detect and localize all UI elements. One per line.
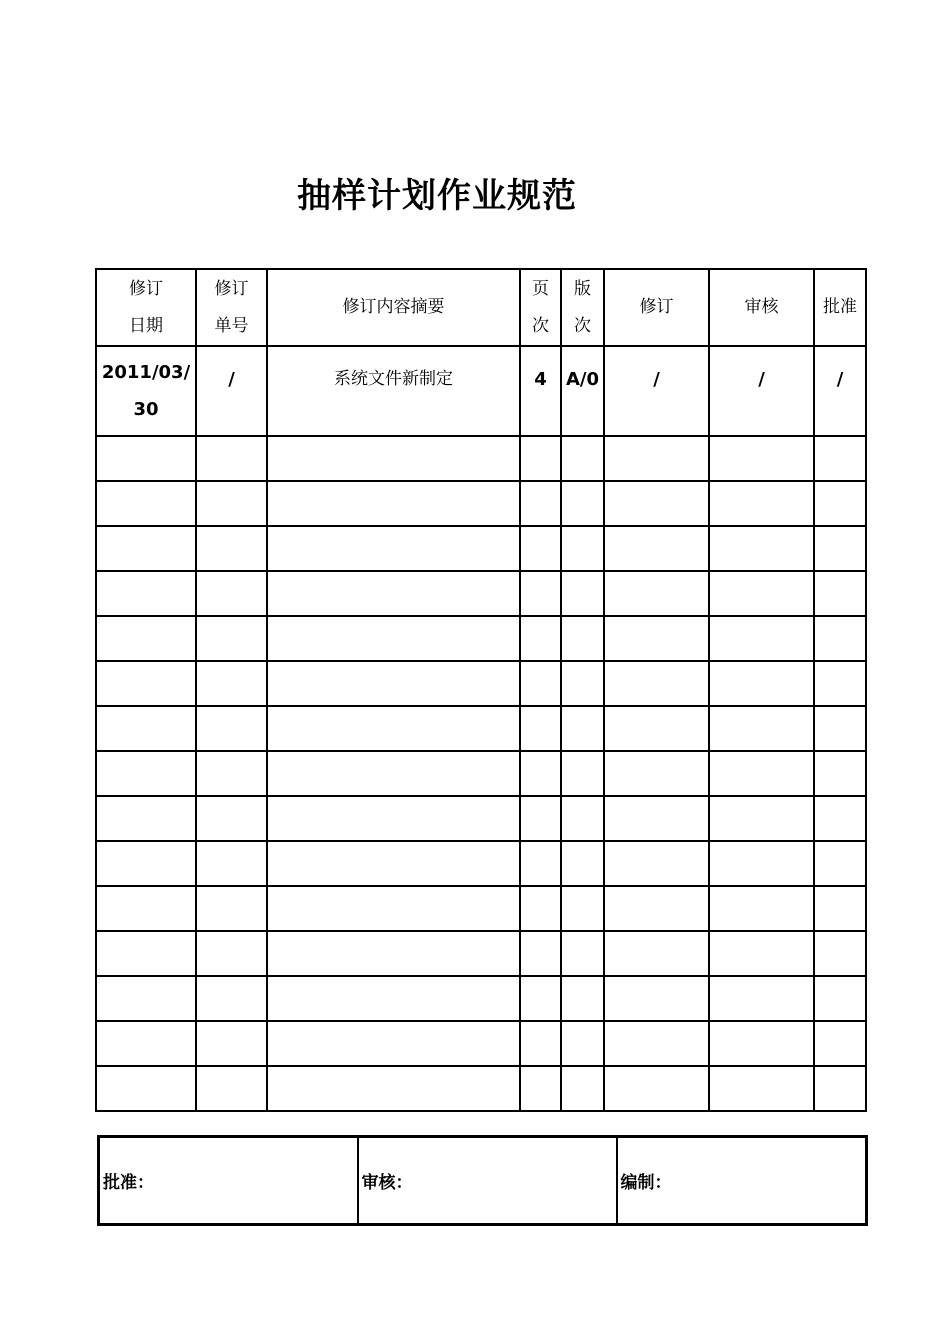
cell-reviewed: /: [709, 346, 814, 436]
empty-cell[interactable]: [604, 976, 709, 1021]
empty-cell[interactable]: [814, 616, 866, 661]
empty-cell[interactable]: [96, 1021, 196, 1066]
cell-version: A/0: [561, 346, 604, 436]
empty-cell[interactable]: [709, 931, 814, 976]
cell-page: 4: [520, 346, 561, 436]
empty-cell[interactable]: [561, 661, 604, 706]
header-revision-order: [196, 269, 267, 346]
empty-cell[interactable]: [96, 481, 196, 526]
empty-cell[interactable]: [604, 661, 709, 706]
empty-cell[interactable]: [561, 526, 604, 571]
empty-cell[interactable]: [561, 931, 604, 976]
table-row: [96, 841, 866, 886]
empty-cell[interactable]: [196, 436, 267, 481]
empty-cell[interactable]: [520, 481, 561, 526]
empty-cell[interactable]: [561, 1066, 604, 1111]
header-reviewed: 审核: [709, 269, 814, 346]
empty-cell[interactable]: [196, 976, 267, 1021]
empty-cell[interactable]: [709, 661, 814, 706]
empty-cell[interactable]: [604, 706, 709, 751]
empty-cell[interactable]: [520, 931, 561, 976]
empty-cell[interactable]: [709, 706, 814, 751]
cell-summary: 系统文件新制定: [267, 346, 520, 436]
empty-cell[interactable]: [561, 796, 604, 841]
empty-cell[interactable]: [96, 1066, 196, 1111]
header-summary: 修订内容摘要: [267, 269, 520, 346]
header-label: 修订: [129, 278, 163, 299]
empty-rows: [96, 436, 866, 1111]
empty-cell[interactable]: [814, 931, 866, 976]
empty-cell[interactable]: [267, 481, 520, 526]
cell-revision-order: /: [196, 346, 267, 436]
empty-cell[interactable]: [709, 1066, 814, 1111]
empty-cell[interactable]: [267, 841, 520, 886]
empty-cell[interactable]: [814, 661, 866, 706]
empty-cell[interactable]: [196, 886, 267, 931]
empty-cell[interactable]: [561, 481, 604, 526]
empty-cell[interactable]: [96, 841, 196, 886]
empty-cell[interactable]: [267, 976, 520, 1021]
date-part: 30: [133, 399, 159, 420]
empty-cell[interactable]: [709, 796, 814, 841]
signoff-row: [99, 1137, 867, 1225]
table-row: [96, 661, 866, 706]
empty-cell[interactable]: [520, 616, 561, 661]
empty-cell[interactable]: [604, 616, 709, 661]
empty-cell[interactable]: [561, 841, 604, 886]
header-page: [520, 269, 561, 346]
empty-cell[interactable]: [267, 436, 520, 481]
empty-cell[interactable]: [604, 796, 709, 841]
empty-cell[interactable]: [196, 751, 267, 796]
empty-cell[interactable]: [814, 1066, 866, 1111]
empty-cell[interactable]: [520, 1066, 561, 1111]
header-label: 页: [532, 278, 549, 299]
empty-cell[interactable]: [267, 616, 520, 661]
table-row: [96, 976, 866, 1021]
empty-cell[interactable]: [814, 841, 866, 886]
empty-cell[interactable]: [267, 931, 520, 976]
empty-cell[interactable]: [520, 796, 561, 841]
empty-cell[interactable]: [561, 976, 604, 1021]
table-header-row: [96, 269, 866, 346]
empty-cell[interactable]: [604, 841, 709, 886]
empty-cell[interactable]: [561, 886, 604, 931]
cell-revised: /: [604, 346, 709, 436]
empty-cell[interactable]: [604, 436, 709, 481]
empty-cell[interactable]: [267, 661, 520, 706]
prepare-field[interactable]: 编制：: [617, 1137, 867, 1225]
table-row: [96, 616, 866, 661]
empty-cell[interactable]: [561, 1021, 604, 1066]
empty-cell[interactable]: [196, 661, 267, 706]
table-row: [96, 1021, 866, 1066]
empty-cell[interactable]: [520, 841, 561, 886]
empty-cell[interactable]: [96, 751, 196, 796]
table-row: [96, 706, 866, 751]
empty-cell[interactable]: [604, 481, 709, 526]
empty-cell[interactable]: [604, 1021, 709, 1066]
header-label: 次: [532, 315, 549, 336]
review-field[interactable]: 审核：: [358, 1137, 617, 1225]
empty-cell[interactable]: [520, 706, 561, 751]
empty-cell[interactable]: [267, 1021, 520, 1066]
empty-cell[interactable]: [96, 661, 196, 706]
header-label: 单号: [214, 315, 249, 336]
empty-cell[interactable]: [267, 526, 520, 571]
empty-cell[interactable]: [520, 751, 561, 796]
empty-cell[interactable]: [96, 796, 196, 841]
empty-cell[interactable]: [196, 841, 267, 886]
empty-cell[interactable]: [709, 1021, 814, 1066]
empty-cell[interactable]: [520, 886, 561, 931]
header-revision-date: [96, 269, 196, 346]
cell-approved: /: [814, 346, 866, 436]
empty-cell[interactable]: [196, 796, 267, 841]
empty-cell[interactable]: [96, 526, 196, 571]
empty-cell[interactable]: [520, 526, 561, 571]
header-label: 修订: [214, 278, 249, 299]
empty-cell[interactable]: [604, 526, 709, 571]
empty-cell[interactable]: [267, 751, 520, 796]
empty-cell[interactable]: [814, 436, 866, 481]
empty-cell[interactable]: [267, 1066, 520, 1111]
empty-cell[interactable]: [96, 976, 196, 1021]
empty-cell[interactable]: [814, 571, 866, 616]
empty-cell[interactable]: [709, 751, 814, 796]
table-row: [96, 481, 866, 526]
empty-cell[interactable]: [96, 931, 196, 976]
header-label: 日期: [129, 315, 163, 336]
empty-cell[interactable]: [96, 706, 196, 751]
empty-cell[interactable]: [196, 571, 267, 616]
empty-cell[interactable]: [561, 436, 604, 481]
empty-cell[interactable]: [267, 706, 520, 751]
empty-cell[interactable]: [814, 796, 866, 841]
empty-cell[interactable]: [267, 796, 520, 841]
empty-cell[interactable]: [196, 706, 267, 751]
signoff-table: [97, 1135, 868, 1226]
empty-cell[interactable]: [96, 616, 196, 661]
table-row: [96, 1066, 866, 1111]
table-row: [96, 526, 866, 571]
header-version: [561, 269, 604, 346]
header-label: 版: [574, 278, 591, 299]
empty-cell[interactable]: [96, 436, 196, 481]
empty-cell[interactable]: [709, 841, 814, 886]
empty-cell[interactable]: [196, 526, 267, 571]
empty-cell[interactable]: [604, 1066, 709, 1111]
empty-cell[interactable]: [520, 1021, 561, 1066]
empty-cell[interactable]: [604, 751, 709, 796]
empty-cell[interactable]: [520, 436, 561, 481]
empty-cell[interactable]: [196, 1021, 267, 1066]
empty-cell[interactable]: [814, 481, 866, 526]
date-part: 2011/03/: [101, 362, 191, 383]
empty-cell[interactable]: [814, 706, 866, 751]
empty-cell[interactable]: [709, 436, 814, 481]
empty-cell[interactable]: [96, 886, 196, 931]
table-row: [96, 571, 866, 616]
table-row: [96, 886, 866, 931]
empty-cell[interactable]: [561, 706, 604, 751]
table-row: [96, 931, 866, 976]
table-row: [96, 436, 866, 481]
table-row: [96, 751, 866, 796]
empty-cell[interactable]: [520, 571, 561, 616]
empty-cell[interactable]: [561, 571, 604, 616]
document-title: 抽样计划作业规范: [297, 176, 577, 216]
empty-cell[interactable]: [561, 616, 604, 661]
header-approved: 批准: [814, 269, 866, 346]
empty-cell[interactable]: [709, 526, 814, 571]
empty-cell[interactable]: [604, 886, 709, 931]
empty-cell[interactable]: [520, 661, 561, 706]
empty-cell[interactable]: [520, 976, 561, 1021]
empty-cell[interactable]: [604, 931, 709, 976]
empty-cell[interactable]: [814, 976, 866, 1021]
revision-history-table: [95, 268, 867, 1112]
empty-cell[interactable]: [267, 571, 520, 616]
empty-cell[interactable]: [709, 571, 814, 616]
empty-cell[interactable]: [814, 526, 866, 571]
empty-cell[interactable]: [814, 751, 866, 796]
empty-cell[interactable]: [196, 931, 267, 976]
header-label: 次: [574, 315, 591, 336]
empty-cell[interactable]: [709, 616, 814, 661]
empty-cell[interactable]: [561, 751, 604, 796]
empty-cell[interactable]: [814, 1021, 866, 1066]
empty-cell[interactable]: [196, 616, 267, 661]
empty-cell[interactable]: [709, 976, 814, 1021]
empty-cell[interactable]: [814, 886, 866, 931]
table-row: [96, 346, 866, 436]
empty-cell[interactable]: [196, 481, 267, 526]
empty-cell[interactable]: [604, 571, 709, 616]
empty-cell[interactable]: [709, 481, 814, 526]
empty-cell[interactable]: [267, 886, 520, 931]
cell-revision-date: [96, 346, 196, 436]
empty-cell[interactable]: [196, 1066, 267, 1111]
table-row: [96, 796, 866, 841]
approve-field[interactable]: 批准：: [99, 1137, 358, 1225]
empty-cell[interactable]: [709, 886, 814, 931]
empty-cell[interactable]: [96, 571, 196, 616]
header-revised: 修订: [604, 269, 709, 346]
